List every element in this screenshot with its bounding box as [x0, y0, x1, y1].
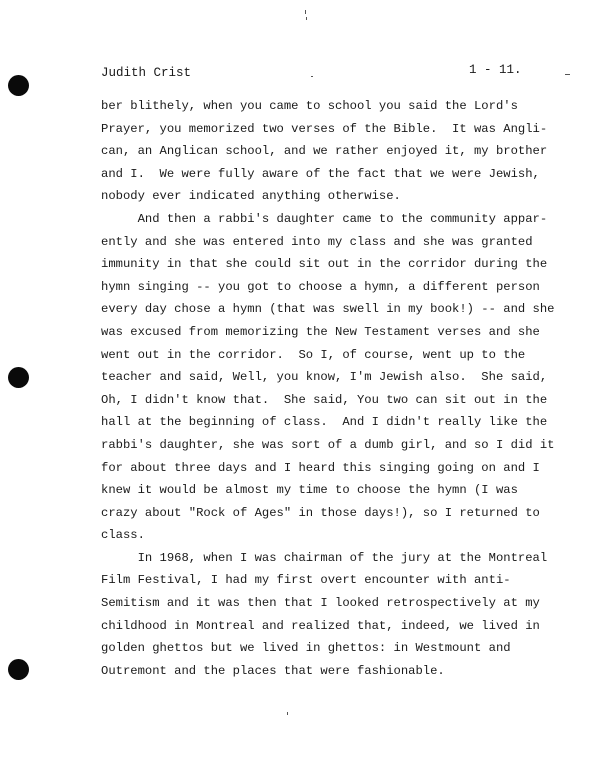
text-line: every day chose a hymn (that was swell in my book!) -- and she: [101, 302, 555, 317]
text-line: knew it would be almost my time to choose the hymn (I was: [101, 483, 518, 498]
text-line: went out in the corridor. So I, of course, went up to the: [101, 347, 526, 362]
scan-speck: [306, 17, 307, 20]
page-number: 1 - 11.: [469, 63, 522, 77]
scan-speck: [287, 712, 288, 715]
punch-hole-top: [8, 75, 29, 96]
text-line: And then a rabbi's daughter came to the community appar-: [101, 211, 548, 226]
text-line: Oh, I didn't know that. She said, You two can sit out in the: [101, 392, 548, 407]
text-line: childhood in Montreal and realized that, indeed, we lived in: [101, 618, 540, 633]
text-line: ber blithely, when you came to school you said the Lord's: [101, 99, 518, 113]
text-line: was excused from memorizing the New Testament verses and she: [101, 324, 540, 339]
text-line: In 1968, when I was chairman of the jury at the Montreal: [101, 550, 548, 565]
text-line: rabbi's daughter, she was sort of a dumb girl, and so I did it: [101, 437, 555, 452]
body-text: [101, 95, 555, 682]
punch-hole-bottom: [8, 659, 29, 680]
text-line: Outremont and the places that were fashionable.: [101, 663, 445, 678]
text-line: for about three days and I heard this singing going on and I: [101, 460, 540, 475]
text-line: nobody ever indicated anything otherwise.: [101, 189, 401, 204]
text-line: and I. We were fully aware of the fact that we were Jewish,: [101, 166, 540, 181]
text-line: immunity in that she could sit out in the corridor during the: [101, 257, 548, 272]
text-line: hymn singing -- you got to choose a hymn, a different person: [101, 279, 540, 294]
text-line: class.: [101, 528, 145, 543]
text-line: hall at the beginning of class. And I didn't really like the: [101, 415, 548, 430]
scan-speck: [565, 74, 570, 75]
text-line: golden ghettos but we lived in ghettos: in Westmount and: [101, 641, 511, 656]
text-line: teacher and said, Well, you know, I'm Jewish also. She said,: [101, 370, 548, 385]
punch-hole-middle: [8, 367, 29, 388]
text-line: crazy about "Rock of Ages" in those days!), so I returned to: [101, 505, 540, 520]
text-line: Prayer, you memorized two verses of the Bible. It was Angli-: [101, 121, 548, 136]
text-line: ently and she was entered into my class and she was granted: [101, 234, 533, 249]
scan-speck: [305, 10, 306, 14]
scan-speck: [311, 76, 313, 77]
text-line: Semitism and it was then that I looked retrospectively at my: [101, 596, 540, 611]
header-name: Judith Crist: [101, 66, 192, 80]
text-line: can, an Anglican school, and we rather enjoyed it, my brother: [101, 144, 548, 159]
text-line: Film Festival, I had my first overt encounter with anti-: [101, 573, 511, 588]
